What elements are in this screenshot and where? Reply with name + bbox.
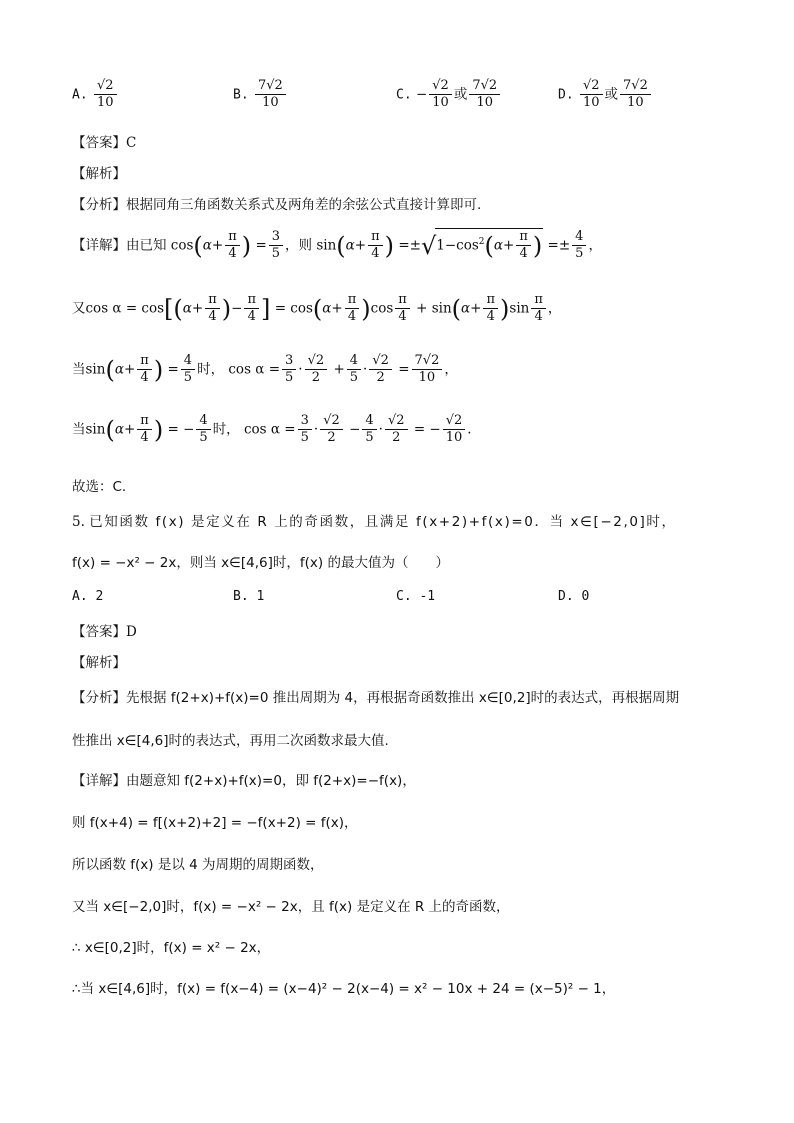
option-d: D. $\frac{√2}{10}$ 或 $\frac{7√2}{10}$ (558, 78, 653, 112)
q5-fenxi-line1: 【分析】先根据 f(2+x)+f(x)=0 推出周期为 4，再根据奇函数推出 x∈[0,2]时的表达式，再根据周期 (72, 690, 680, 706)
q5-option-b: B. 1 (233, 589, 265, 604)
option-a-label: A. (72, 87, 88, 103)
option-b-value: $\frac{7√2}{10}$ (255, 78, 286, 112)
q5-detail-line3: 所以函数 f(x) 是以 4 为周期的周期函数， (72, 857, 324, 873)
option-c-value1: $\frac{√2}{10}$ (429, 78, 452, 112)
q5-detail-line4: 又当 x∈[−2,0]时，f(x) = −x² − 2x，且 f(x) 是定义在 R 上的奇函数， (72, 899, 510, 915)
q5-answer: 【答案】D (72, 624, 137, 640)
q5-detail-line5: ∴ x∈[0,2]时，f(x) = x² − 2x， (72, 940, 271, 956)
q5-stem-line2: f(x) = −x² − 2x，则当 x∈[4,6]时，f(x) 的最大值为（ ） (72, 555, 449, 571)
q5-option-c: C. -1 (396, 589, 436, 604)
option-d-label: D. (558, 87, 574, 103)
q5-detail-line1: 【详解】由题意知 f(2+x)+f(x)=0，即 f(2+x)=−f(x)， (72, 773, 416, 789)
option-b (233, 78, 288, 112)
q4-choose: 故选：C. (72, 479, 127, 495)
option-d-value2: $\frac{7√2}{10}$ (620, 78, 651, 112)
q4-fenxi: 【分析】根据同角三角函数关系式及两角差的余弦公式直接计算即可. (72, 197, 482, 213)
q5-option-d: D. 0 (558, 589, 590, 604)
q4-detail-line3: 当sin(α+ $\frac{\pi}{4}$ ) = $\frac{4}{5}$ 时， cos α = $\frac{3}{5}$ · $\frac{√2}{2}$ + $\frac{4}{5}$ · $\frac{√2}{2}$ = $\frac{7√2}{10}$ ， (72, 353, 458, 386)
q5-fenxi-line2: 性推出 x∈[4,6]时的表达式，再用二次函数求最大值. (72, 733, 389, 749)
q4-detail-line1: 【详解】由已知 cos(α+ $\frac{\pi}{4}$ ) = $\frac{3}{5}$ ，则 sin(α+ $\frac{\pi}{4}$ ) $=\pm√1-\cos^2(\alpha+$ $\frac{\pi}{4}$ ) =± $\frac{4}{5}$ ， (72, 229, 602, 262)
q5-jiexi: 【解析】 (72, 655, 126, 671)
q4-detail-line2: 又cos α = cos[(α+ $\frac{\pi}{4}$ )− $\frac{\pi}{4}$ ] = cos(α+ $\frac{\pi}{4}$ )cos $\frac{\pi}{4}$ + sin(α+ $\frac{\pi}{4}$ )sin $\frac{\pi}{4}$ ， (72, 292, 562, 325)
q5-stem-line1: 5. 已知函数 f(x) 是定义在 R 上的奇函数，且满足 f(x+2)+f(x)=0．当 x∈[−2,0]时， (72, 514, 677, 530)
q4-answer: 【答案】C (72, 135, 137, 151)
option-a (72, 78, 119, 112)
option-c-value2: $\frac{7√2}{10}$ (469, 78, 500, 112)
q5-detail-line2: 则 f(x+4) = f[(x+2)+2] = −f(x+2) = f(x)， (72, 815, 358, 831)
option-b-label: B. (233, 87, 249, 103)
option-d-value1: $\frac{√2}{10}$ (580, 78, 603, 112)
q4-detail-line4: 当sin(α+ $\frac{\pi}{4}$ ) = − $\frac{4}{5}$ 时， cos α = $\frac{3}{5}$ · $\frac{√2}{2}$ − $\frac{4}{5}$ · $\frac{√2}{2}$ = − $\frac{√2}{10}$ . (72, 413, 472, 446)
q5-detail-line6: ∴当 x∈[4,6]时，f(x) = f(x−4) = (x−4)² − 2(x−4) = x² − 10x + 24 = (x−5)² − 1， (72, 981, 616, 997)
option-c-label: C. (396, 87, 412, 103)
q4-jiexi: 【解析】 (72, 166, 126, 182)
option-c: C. − $\frac{√2}{10}$ 或 $\frac{7√2}{10}$ (396, 78, 502, 112)
q5-option-a: A. 2 (72, 589, 104, 604)
option-a-value: $\frac{√2}{10}$ (94, 78, 117, 112)
